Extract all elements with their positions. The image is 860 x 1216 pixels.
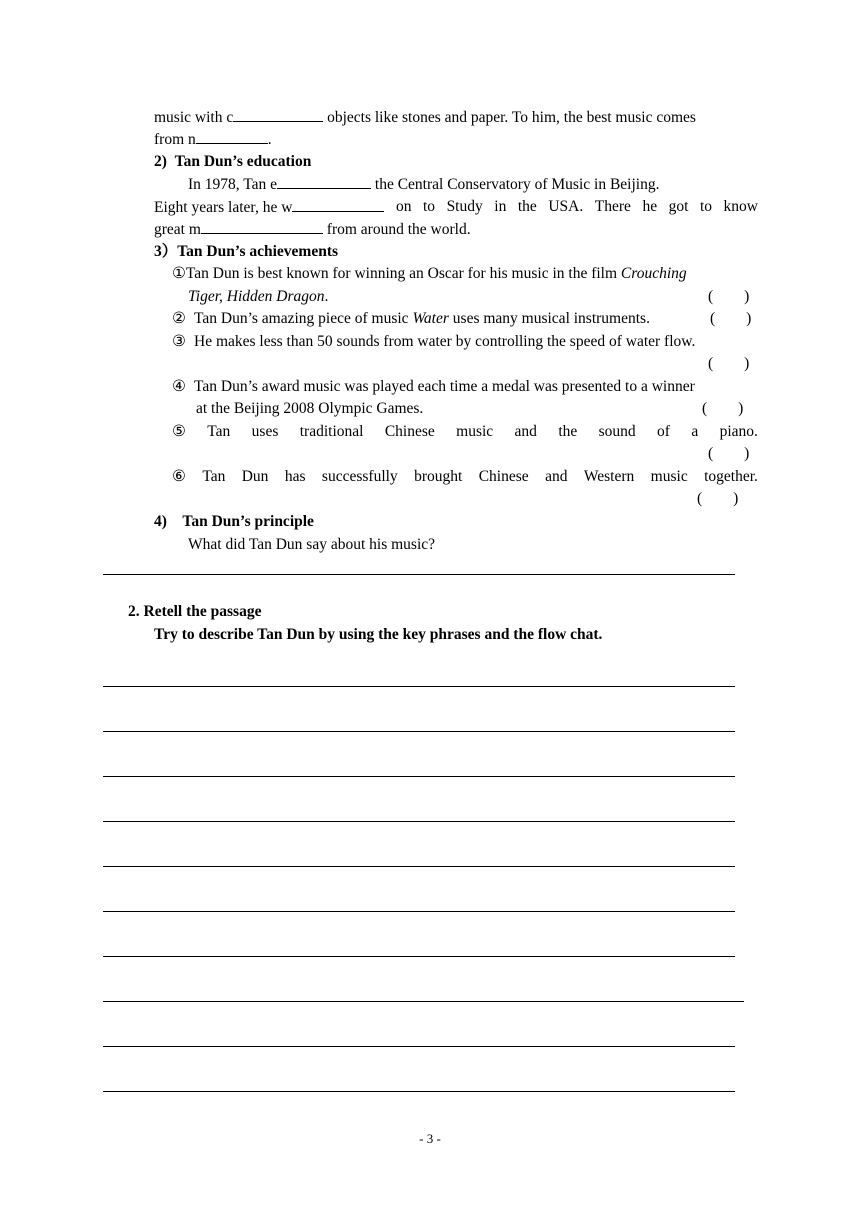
blank-m[interactable] bbox=[201, 219, 323, 234]
page-number: - 3 - bbox=[419, 1131, 441, 1146]
achievement-item-1-cont: Tiger, Hidden Dragon. bbox=[188, 288, 329, 305]
answer-line-6[interactable] bbox=[103, 911, 735, 912]
answer-line-1[interactable] bbox=[103, 686, 735, 687]
achievements-heading: 3）Tan Dun’s achievements bbox=[154, 243, 339, 260]
education-heading: 2) Tan Dun’s education bbox=[154, 153, 312, 170]
achievement-item-3: ③ He makes less than 50 sounds from water by controlling the speed of water flow. bbox=[172, 333, 696, 350]
answer-line-5[interactable] bbox=[103, 866, 735, 867]
education-line-3: great m from around the world. bbox=[154, 221, 471, 238]
achievement-item-4-cont: at the Beijing 2008 Olympic Games. bbox=[196, 400, 424, 417]
answer-line-2[interactable] bbox=[103, 731, 735, 732]
answer-paren-3[interactable]: ( ) bbox=[708, 355, 750, 372]
answer-paren-6[interactable]: ( ) bbox=[697, 490, 739, 507]
achievement-item-2: ② Tan Dun’s amazing piece of music Water uses many musical instruments. bbox=[172, 310, 650, 327]
intro-line-1: music with c objects like stones and paper. To him, the best music comes bbox=[154, 109, 696, 126]
answer-paren-5[interactable]: ( ) bbox=[708, 445, 750, 462]
achievement-item-6: ⑥ Tan Dun has successfully brought Chinese and Western music together. bbox=[172, 468, 758, 485]
principle-heading: 4) Tan Dun’s principle bbox=[154, 513, 314, 530]
blank-w[interactable] bbox=[292, 197, 384, 212]
retell-instruction: Try to describe Tan Dun by using the key phrases and the flow chat. bbox=[154, 626, 603, 643]
answer-line-3[interactable] bbox=[103, 776, 735, 777]
achievement-item-5: ⑤ Tan uses traditional Chinese music and the sound of a piano. bbox=[172, 423, 758, 440]
achievement-item-1: ①Tan Dun is best known for winning an Oscar for his music in the film Crouching bbox=[172, 265, 687, 282]
answer-paren-1[interactable]: ( ) bbox=[708, 288, 750, 305]
principle-question: What did Tan Dun say about his music? bbox=[188, 536, 436, 553]
intro-line-2: from n . bbox=[154, 131, 272, 148]
achievement-item-4: ④ Tan Dun’s award music was played each time a medal was presented to a winner bbox=[172, 378, 695, 395]
blank-n[interactable] bbox=[196, 129, 268, 144]
retell-heading: 2. Retell the passage bbox=[128, 603, 262, 620]
answer-line-10[interactable] bbox=[103, 1091, 735, 1092]
answer-line-9[interactable] bbox=[103, 1046, 735, 1047]
blank-c[interactable] bbox=[233, 107, 323, 122]
education-line-1: In 1978, Tan e the Central Conservatory of Music in Beijing. bbox=[188, 176, 660, 193]
answer-paren-4[interactable]: ( ) bbox=[702, 400, 744, 417]
answer-line-8[interactable] bbox=[103, 1001, 744, 1002]
answer-line-4[interactable] bbox=[103, 821, 735, 822]
education-line-2: Eight years later, he w on to Study in the USA. There he got to know bbox=[154, 198, 758, 216]
answer-paren-2[interactable]: ( ) bbox=[710, 310, 752, 327]
answer-line-7[interactable] bbox=[103, 956, 735, 957]
blank-e[interactable] bbox=[277, 174, 371, 189]
answer-line-principle[interactable] bbox=[103, 574, 735, 575]
